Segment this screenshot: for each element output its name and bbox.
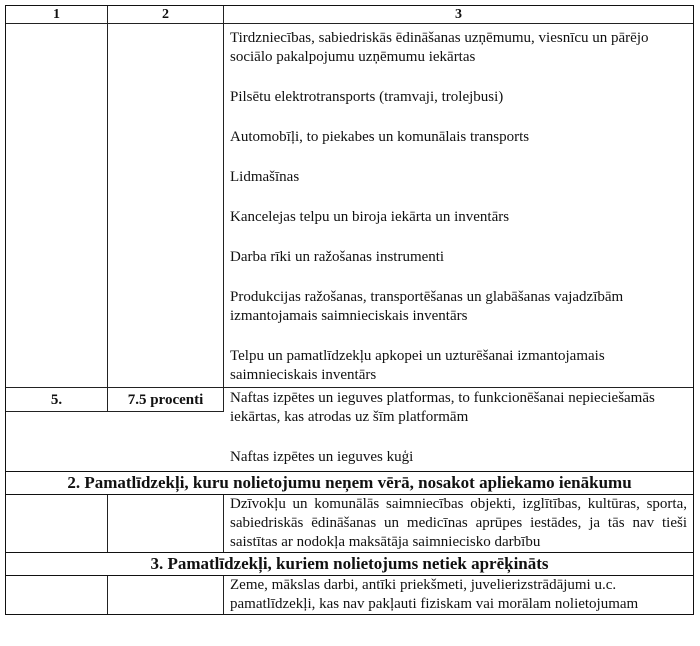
column-header-3: 3 — [455, 7, 462, 22]
group-number-cell — [6, 24, 108, 387]
asset-item: Lidmašīnas — [230, 169, 300, 185]
group-rate-cell — [108, 24, 224, 387]
asset-item: Darba rīki un ražošanas instrumenti — [230, 249, 445, 265]
asset-item: Naftas izpētes un ieguves kuģi — [230, 449, 414, 465]
asset-item: Naftas izpētes un ieguves platformas, to funkcionēšanai nepieciešamās iekārtas, kas atrodas uz šīm platformām — [230, 390, 655, 425]
asset-item: Telpu un pamatlīdzekļu apkopei un uzturēšanai izmantojamais saimnieciskais inventārs — [230, 348, 605, 383]
section-3-title: 3. Pamatlīdzekļi, kuriem nolietojums netiek aprēķināts — [6, 552, 693, 575]
section-3-row — [6, 575, 693, 614]
section-2-title: 2. Pamatlīdzekļi, kuru nolietojumu neņem vērā, nosakot apliekamo ienākumu — [6, 471, 693, 494]
group-5-asset-list — [224, 388, 693, 471]
section-2-text: Dzīvokļu un komunālās saimniecības objekti, izglītības, kultūras, sporta, sabiedriskās ēdināšanas un medicīnas aprūpes iestādes, ja tās nav tieši saistītas ar nodokļa maksātāja saimniecisko darbību — [230, 496, 687, 550]
asset-item: Produkcijas ražošanas, transportēšanas un glabāšanas vajadzībām izmantojamais saimnieciskais inventārs — [230, 289, 624, 324]
asset-list — [224, 24, 693, 387]
asset-item: Kancelejas telpu un biroja iekārta un inventārs — [230, 209, 510, 225]
column-header-row — [6, 6, 693, 23]
group-5-number: 5. — [50, 392, 63, 408]
asset-item: Pilsētu elektrotransports (tramvaji, trolejbusi) — [230, 89, 504, 105]
asset-item: Tirdzniecības, sabiedriskās ēdināšanas uzņēmumu, viesnīcu un pārējo sociālo pakalpojumu uzņēmumu iekārtas — [230, 30, 649, 65]
asset-group-continued-row — [6, 23, 693, 387]
depreciation-table — [5, 5, 694, 615]
group-5-rate: 7.5 procenti — [127, 392, 204, 408]
section-2-row — [6, 494, 693, 552]
section-3-text: Zeme, mākslas darbi, antīki priekšmeti, juvelierizstrādājumi u.c. pamatlīdzekļi, kas nav pakļauti fiziskam vai morālam nolietojumam — [230, 577, 639, 612]
asset-item: Automobīļi, to piekabes un komunālais transports — [230, 129, 530, 145]
column-header-1: 1 — [6, 6, 108, 23]
asset-group-5-row — [6, 387, 693, 471]
column-header-2: 2 — [108, 6, 224, 23]
